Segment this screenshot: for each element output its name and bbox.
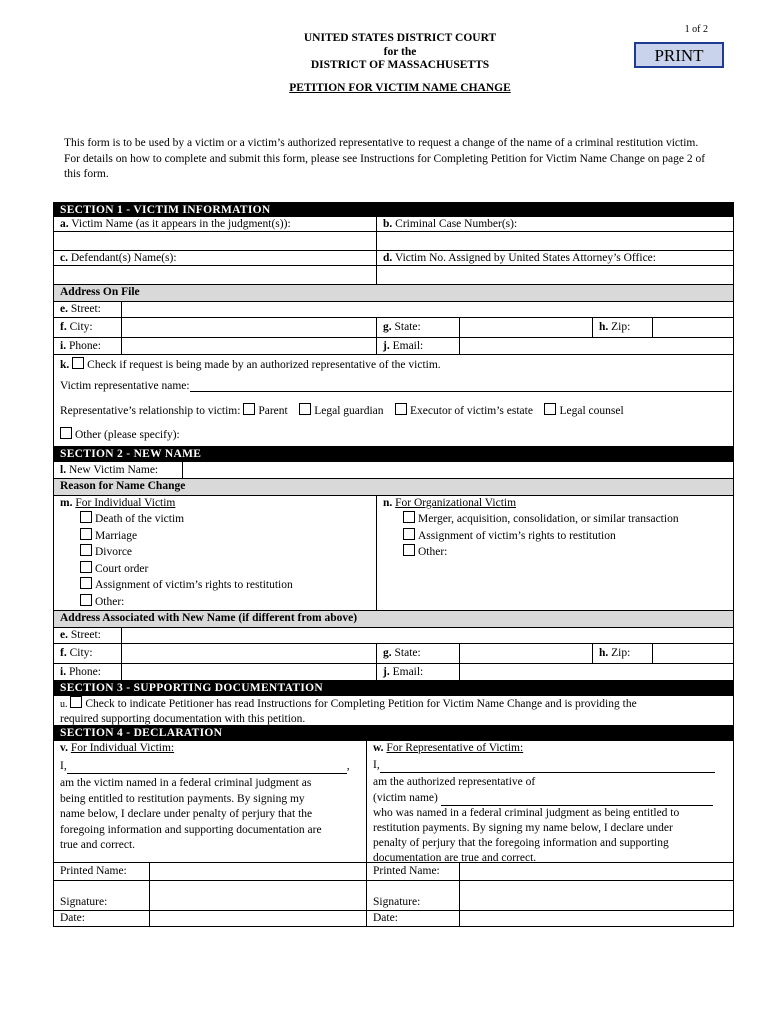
marriage-label: Marriage bbox=[95, 529, 138, 542]
representative-text-2: who was named in a federal criminal judgment as being entitled to bbox=[373, 806, 680, 819]
representative-text-3: restitution payments. By signing my name below, I declare under bbox=[373, 822, 673, 835]
comma: , bbox=[346, 759, 350, 772]
field-n-key: n. bbox=[383, 497, 393, 509]
case-number-label: Criminal Case Number(s): bbox=[395, 218, 518, 230]
rep-printed-name-label: Printed Name: bbox=[366, 863, 459, 880]
parent-label: Parent bbox=[258, 405, 288, 417]
representative-text-5: documentation are true and correct. bbox=[373, 852, 537, 865]
field-d-key: d. bbox=[383, 252, 393, 264]
form-title: PETITION FOR VICTIM NAME CHANGE bbox=[289, 82, 511, 94]
victim-name-label: Victim Name (as it appears in the judgment(s)): bbox=[71, 218, 291, 230]
address-on-file-header: Address On File bbox=[53, 285, 734, 302]
field-i2-key: i. bbox=[60, 666, 67, 678]
other-org-checkbox[interactable] bbox=[403, 544, 415, 556]
legal-counsel-checkbox[interactable] bbox=[544, 403, 556, 415]
date-label: Date: bbox=[60, 912, 85, 924]
supporting-docs-line1: Check to indicate Petitioner has read Instructions for Completing Petition for Victim Name Change and is providing the bbox=[85, 698, 637, 710]
petition-form bbox=[53, 202, 734, 927]
i-prefix-rep: I, bbox=[373, 759, 380, 772]
new-name-input[interactable] bbox=[182, 462, 733, 478]
defendant-name-label: Defendant(s) Name(s): bbox=[70, 252, 177, 264]
reason-header: Reason for Name Change bbox=[53, 479, 734, 496]
field-h2-key: h. bbox=[599, 647, 609, 659]
assignment-org-checkbox[interactable] bbox=[403, 528, 415, 540]
street-label: Street: bbox=[70, 303, 101, 315]
divorce-label: Divorce bbox=[95, 546, 133, 559]
field-e-key: e. bbox=[60, 303, 68, 315]
victim-number-label: Victim No. Assigned by United States Attorney’s Office: bbox=[394, 252, 656, 264]
city-label: City: bbox=[69, 321, 93, 333]
merger-checkbox[interactable] bbox=[403, 511, 415, 523]
supporting-docs-line2: required supporting documentation with this petition. bbox=[60, 713, 306, 725]
parent-checkbox[interactable] bbox=[243, 403, 255, 415]
city-input[interactable] bbox=[121, 318, 376, 337]
street2-label: Street: bbox=[70, 629, 101, 641]
signature-label: Signature: bbox=[60, 896, 108, 908]
court-name: UNITED STATES DISTRICT COURT bbox=[303, 32, 497, 44]
field-g2-key: g. bbox=[383, 647, 392, 659]
field-k-key: k. bbox=[60, 359, 70, 371]
email-label: Email: bbox=[392, 340, 424, 352]
representative-declaration-label: For Representative of Victim: bbox=[386, 742, 524, 754]
state-label: State: bbox=[394, 321, 421, 333]
printed-name-label: Printed Name: bbox=[60, 865, 127, 877]
section-3-header: SECTION 3 - SUPPORTING DOCUMENTATION bbox=[53, 681, 734, 696]
other-ind-label: Other: bbox=[95, 595, 125, 608]
individual-text-1: am the victim named in a federal criminal judgment as bbox=[60, 777, 312, 789]
other-ind-checkbox[interactable] bbox=[80, 594, 92, 606]
field-i-key: i. bbox=[60, 340, 67, 352]
court-order-checkbox[interactable] bbox=[80, 561, 92, 573]
email-input[interactable] bbox=[459, 338, 733, 354]
field-m-key: m. bbox=[60, 497, 73, 509]
phone2-input[interactable] bbox=[121, 664, 376, 680]
print-button[interactable]: PRINT bbox=[634, 42, 724, 68]
field-j-key: j. bbox=[383, 340, 390, 352]
zip-input[interactable] bbox=[652, 318, 733, 337]
rep-printed-name-input[interactable] bbox=[459, 863, 733, 880]
i-prefix: I, bbox=[60, 759, 67, 772]
rep-signature-label: Signature: bbox=[366, 881, 459, 910]
rep-name-label: Victim representative name: bbox=[60, 380, 190, 392]
state2-label: State: bbox=[394, 647, 421, 659]
merger-label: Merger, acquisition, consolidation, or similar transaction bbox=[418, 513, 679, 525]
street2-input[interactable] bbox=[121, 628, 733, 643]
field-v-key: v. bbox=[60, 742, 68, 754]
representative-name-input[interactable] bbox=[380, 760, 715, 773]
street-input[interactable] bbox=[121, 302, 733, 317]
rep-victim-name-input[interactable] bbox=[441, 793, 713, 806]
victim-name-input[interactable] bbox=[54, 232, 376, 250]
victim-name-prefix: (victim name) bbox=[373, 791, 438, 804]
death-checkbox[interactable] bbox=[80, 511, 92, 523]
field-f-key: f. bbox=[60, 321, 67, 333]
defendant-name-input[interactable] bbox=[54, 266, 376, 284]
section-2-header: SECTION 2 - NEW NAME bbox=[53, 447, 734, 462]
assignment-ind-label: Assignment of victim’s rights to restitution bbox=[95, 579, 293, 592]
rep-date-label: Date: bbox=[366, 911, 459, 926]
other-relationship-label: Other (please specify): bbox=[75, 429, 180, 441]
individual-victim-label: For Individual Victim bbox=[75, 497, 176, 509]
assignment-org-label: Assignment of victim’s rights to restitution bbox=[418, 529, 616, 542]
page-number: 1 of 2 bbox=[684, 24, 708, 35]
phone-label: Phone: bbox=[68, 340, 101, 352]
rep-signature-input[interactable] bbox=[459, 881, 733, 910]
assignment-ind-checkbox[interactable] bbox=[80, 577, 92, 589]
zip2-input[interactable] bbox=[652, 644, 733, 663]
representative-text-4: penalty of perjury that the foregoing information and supporting bbox=[373, 837, 669, 850]
legal-guardian-checkbox[interactable] bbox=[299, 403, 311, 415]
org-victim-label: For Organizational Victim bbox=[395, 497, 517, 509]
supporting-docs-checkbox[interactable] bbox=[70, 696, 82, 708]
executor-label: Executor of victim’s estate bbox=[410, 405, 533, 417]
field-h-key: h. bbox=[599, 321, 609, 333]
authorized-rep-checkbox[interactable] bbox=[72, 357, 84, 369]
email2-input[interactable] bbox=[459, 664, 733, 680]
field-b-key: b. bbox=[383, 218, 393, 230]
phone-input[interactable] bbox=[121, 338, 376, 354]
state2-input[interactable] bbox=[459, 644, 592, 663]
field-u-key: u. bbox=[60, 699, 68, 710]
state-input[interactable] bbox=[459, 318, 592, 337]
court-for: for the bbox=[383, 46, 417, 58]
other-relationship-checkbox[interactable] bbox=[60, 427, 72, 439]
zip-label: Zip: bbox=[611, 321, 631, 333]
printed-name-input[interactable] bbox=[149, 863, 366, 880]
death-label: Death of the victim bbox=[95, 513, 185, 525]
field-g-key: g. bbox=[383, 321, 392, 333]
section-4-header: SECTION 4 - DECLARATION bbox=[53, 726, 734, 741]
rep-name-input[interactable] bbox=[190, 380, 732, 392]
new-address-header: Address Associated with New Name (if different from above) bbox=[53, 611, 734, 628]
field-c-key: c. bbox=[60, 252, 68, 264]
individual-text-2: being entitled to restitution payments. By signing my bbox=[60, 792, 305, 805]
court-district: DISTRICT OF MASSACHUSETTS bbox=[310, 59, 490, 71]
individual-text-3: name below, I declare under penalty of perjury that the bbox=[60, 808, 313, 820]
intro-text: This form is to be used by a victim or a victim’s authorized representative to request a change of the name of a criminal restitution victim. For details on how to complete and submit this form, please see Instructions for Completing Petition for Victim Name Change on page 2 of this form. bbox=[64, 137, 706, 180]
email2-label: Email: bbox=[392, 666, 424, 678]
divorce-checkbox[interactable] bbox=[80, 544, 92, 556]
phone2-label: Phone: bbox=[68, 666, 101, 678]
field-l-key: l. bbox=[60, 464, 67, 476]
city2-input[interactable] bbox=[121, 644, 376, 663]
victim-number-input[interactable] bbox=[376, 266, 733, 284]
legal-counsel-label: Legal counsel bbox=[559, 405, 624, 417]
new-name-label: New Victim Name: bbox=[68, 464, 159, 476]
case-number-input[interactable] bbox=[376, 232, 733, 250]
section-1-header: SECTION 1 - VICTIM INFORMATION bbox=[53, 202, 734, 217]
zip2-label: Zip: bbox=[611, 647, 631, 659]
signature-input[interactable] bbox=[149, 881, 366, 910]
relationship-label: Representative’s relationship to victim: bbox=[60, 405, 241, 417]
city2-label: City: bbox=[69, 647, 93, 659]
marriage-checkbox[interactable] bbox=[80, 528, 92, 540]
field-a-key: a. bbox=[60, 218, 69, 230]
field-e2-key: e. bbox=[60, 629, 68, 641]
court-order-label: Court order bbox=[95, 562, 149, 575]
individual-name-input[interactable] bbox=[67, 761, 347, 774]
field-f2-key: f. bbox=[60, 647, 67, 659]
authorized-rep-label: Check if request is being made by an authorized representative of the victim. bbox=[87, 359, 441, 371]
date-input[interactable] bbox=[149, 911, 366, 926]
field-j2-key: j. bbox=[383, 666, 390, 678]
individual-text-5: true and correct. bbox=[60, 839, 136, 851]
individual-declaration-label: For Individual Victim: bbox=[70, 742, 175, 754]
field-w-key: w. bbox=[373, 742, 384, 754]
other-org-label: Other: bbox=[418, 546, 448, 559]
representative-text-1: am the authorized representative of bbox=[373, 776, 536, 789]
executor-checkbox[interactable] bbox=[395, 403, 407, 415]
individual-text-4: foregoing information and supporting documentation are bbox=[60, 823, 322, 836]
rep-date-input[interactable] bbox=[459, 911, 733, 926]
legal-guardian-label: Legal guardian bbox=[314, 405, 384, 417]
